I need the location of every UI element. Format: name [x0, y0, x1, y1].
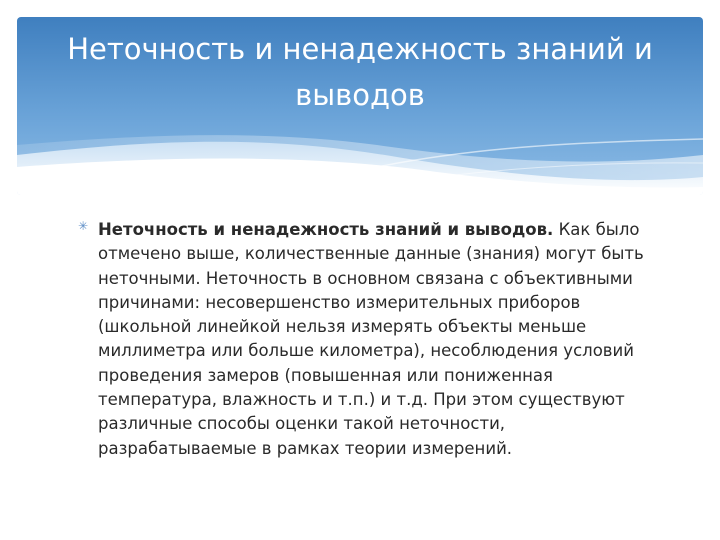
- bullet-paragraph: [98, 218, 668, 461]
- asterisk-bullet-icon: ✳: [78, 219, 89, 233]
- content-area: [78, 218, 668, 461]
- slide-title: Неточность и ненадежность знаний и выводов: [67, 32, 653, 112]
- bullet-body-text: Как было отмечено выше, количественные данные (знания) могут быть неточными. Неточность в основном связана с объективными причинами: несовершенство измерительных приборов (школьной линейкой нельзя измерять объекты меньше миллиметра или больше километра), несоблюдения условий проведения замеров (повышенная или пониженная температура, влажность и т.п.) и т.д. При этом существуют различные способы оценки такой неточности, разрабатываемые в рамках теории измерений.: [98, 220, 644, 458]
- bullet-bold-lead: Неточность и ненадежность знаний и выводов.: [98, 220, 554, 239]
- bullet-item: [78, 218, 668, 461]
